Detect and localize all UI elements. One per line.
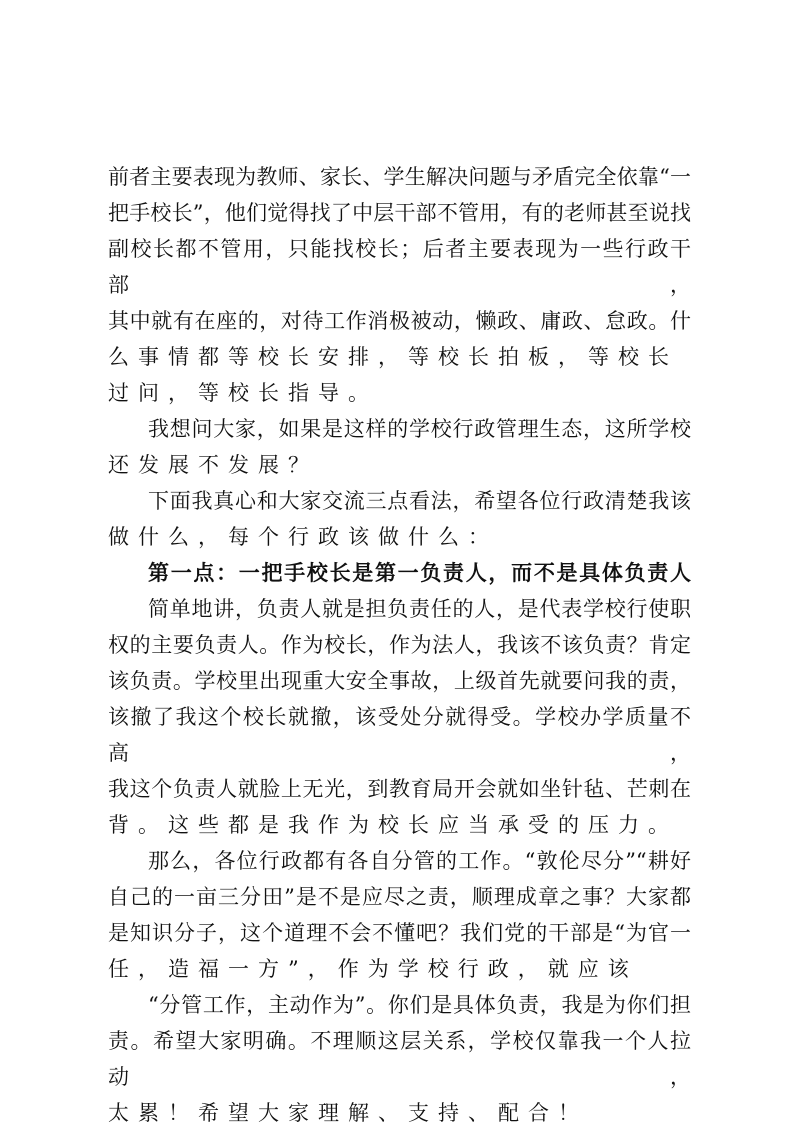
text-line: 其中就有在座的，对待工作消极被动，懒政、庸政、怠政。什 — [108, 309, 691, 333]
text-line: 背。这些都是我作为校长应当承受的压力。 — [108, 813, 678, 837]
section-heading — [108, 555, 691, 591]
text-line: 责。希望大家明确。不理顺这层关系，学校仅靠我一个人拉动， — [108, 1029, 691, 1089]
text-line: “分管工作，主动作为”。你们是具体负责，我是为你们担 — [148, 993, 691, 1017]
text-line: 还发展不发展？ — [108, 453, 318, 477]
text-line: 自己的一亩三分田”是不是应尽之责，顺理成章之事？大家都 — [108, 885, 691, 909]
paragraph — [108, 159, 691, 411]
text-line: 前者主要表现为教师、家长、学生解决问题与矛盾完全依靠“一 — [108, 165, 691, 189]
paragraph — [108, 411, 691, 483]
text-line: 权的主要负责人。作为校长，作为法人，我该不该负责？肯定 — [108, 633, 691, 657]
text-line: 该撤了我这个校长就撤，该受处分就得受。学校办学质量不高， — [108, 705, 691, 765]
text-line: 太累！希望大家理解、支持、配合！ — [108, 1101, 588, 1125]
text-line: 副校长都不管用，只能找校长；后者主要表现为一些行政干部， — [108, 237, 691, 297]
text-line: 简单地讲，负责人就是担负责任的人，是代表学校行使职 — [148, 597, 691, 621]
text-line: 任，造福一方”，作为学校行政，就应该 — [108, 957, 638, 981]
text-line: 第一点：一把手校长是第一负责人，而不是具体负责人 — [148, 560, 691, 585]
document-page — [108, 159, 691, 1131]
text-line: 我这个负责人就脸上无光，到教育局开会就如坐针毡、芒刺在 — [108, 777, 691, 801]
text-line: 是知识分子，这个道理不会不懂吧？我们党的干部是“为官一 — [108, 921, 691, 945]
text-line: 做什么，每个行政该做什么： — [108, 525, 498, 549]
text-line: 下面我真心和大家交流三点看法，希望各位行政清楚我该 — [148, 489, 691, 513]
text-line: 把手校长”，他们觉得找了中层干部不管用，有的老师甚至说找 — [108, 201, 691, 225]
paragraph — [108, 483, 691, 555]
text-line: 我想问大家，如果是这样的学校行政管理生态，这所学校 — [148, 417, 691, 441]
paragraph — [108, 591, 691, 843]
text-line: 么事情都等校长安排，等校长拍板，等校长过问，等校长指导。 — [108, 345, 678, 405]
text-line: 该负责。学校里出现重大安全事故，上级首先就要问我的责， — [108, 669, 691, 693]
paragraph — [108, 987, 691, 1131]
text-line: 那么，各位行政都有各自分管的工作。“敦伦尽分”“耕好 — [148, 849, 691, 873]
paragraph — [108, 843, 691, 987]
